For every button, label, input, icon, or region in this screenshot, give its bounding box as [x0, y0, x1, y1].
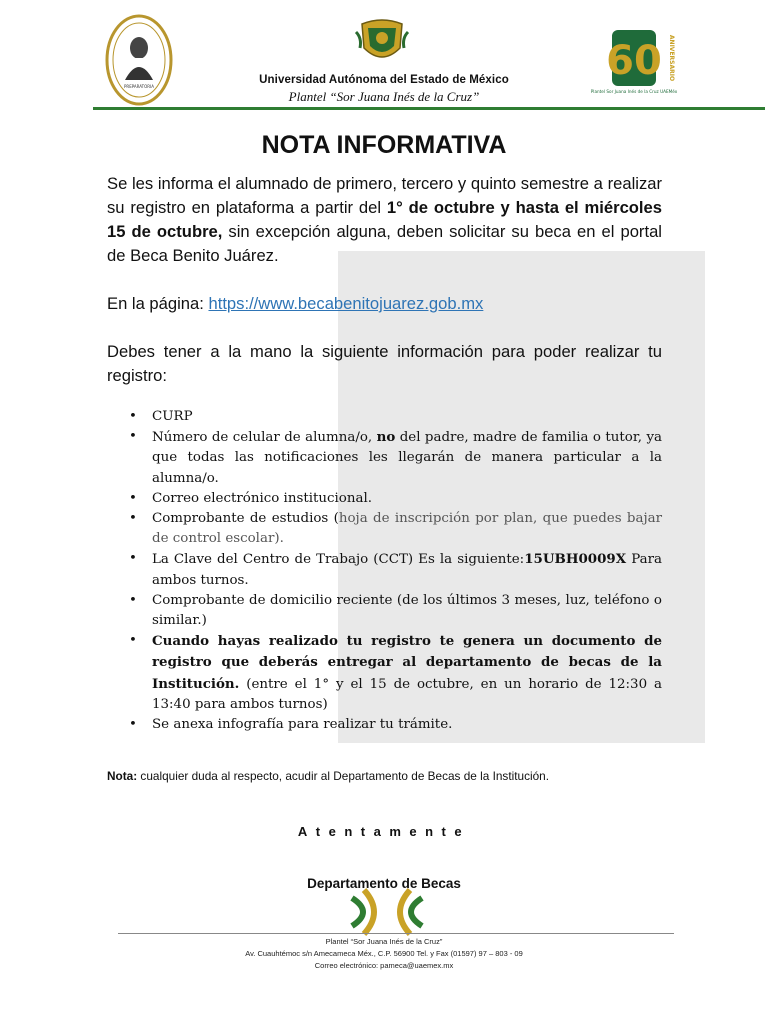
beca-portal-link[interactable]: https://www.becabenitojuarez.gob.mx	[208, 294, 484, 313]
note-line	[107, 769, 549, 783]
bullet: •	[129, 592, 137, 608]
svg-text:ANIVERSARIO: ANIVERSARIO	[668, 34, 675, 82]
header-divider	[93, 107, 765, 110]
note-label: Nota:	[107, 769, 138, 783]
footer-divider	[118, 933, 674, 934]
cct-code: 15UBH0009X	[524, 551, 627, 568]
svg-text:PREPARATORIA: PREPARATORIA	[124, 84, 154, 89]
page-label: En la página:	[107, 294, 209, 313]
item-text: Número de celular de alumna/o,	[152, 430, 377, 446]
bullet: •	[129, 511, 137, 527]
list-item-registro	[107, 631, 662, 715]
university-name: Universidad Autónoma del Estado de México	[259, 74, 509, 86]
intro-text-start: Se les informa el alumnado de primero, tercero y quinto semestre a realizar su registro en plataforma a partir del	[107, 174, 662, 217]
item-text: (entre el 1° y el 15 de octubre, en un horario de 12:30 a 13:40 para ambos turnos)	[152, 676, 662, 712]
footer-address	[0, 936, 768, 972]
closing-salutation: Atentamente	[297, 824, 471, 839]
plantel-name: Plantel “Sor Juana Inés de la Cruz”	[288, 89, 480, 104]
item-text: ).	[274, 531, 284, 547]
becas-ornament-logo	[344, 884, 430, 940]
bullet: •	[129, 429, 137, 445]
list-item-infografia	[107, 715, 662, 735]
svg-text:60: 60	[606, 38, 662, 84]
intro-paragraph	[107, 172, 662, 268]
footer-email: Correo electrónico: pameca@uaemex.mx	[314, 961, 454, 970]
bullet: •	[129, 717, 137, 733]
intro-text-end: sin excepción alguna, deben solicitar su beca en el portal de Beca Benito Juárez.	[107, 222, 662, 265]
item-text: Para ambos turnos.	[152, 552, 662, 588]
intro-dates: 1° de octubre y hasta el miércoles 15 de octubre,	[107, 198, 663, 241]
item-emphasis: Cuando hayas realizado tu registro te genera un documento de registro que deberás entregar al departamento de becas de la Institución.	[152, 633, 662, 692]
note-text: cualquier duda al respecto, acudir al Departamento de Becas de la Institución.	[137, 769, 549, 783]
svg-text:Plantel Sor Juana Inés de la C: Plantel Sor Juana Inés de la Cruz UAEMéx	[590, 89, 678, 94]
list-item-domicilio	[107, 591, 662, 631]
department-signature: Departamento de Becas	[307, 876, 461, 891]
item-text: Se anexa infografía para realizar tu trámite.	[152, 717, 453, 733]
item-text: Comprobante de estudios (	[152, 511, 339, 527]
item-emphasis: no	[376, 429, 396, 446]
uaemex-shield-logo	[354, 18, 410, 68]
document-title: NOTA INFORMATIVA	[261, 131, 507, 159]
list-item-correo	[107, 489, 662, 509]
list-item-comprobante-estudios	[107, 509, 662, 549]
item-text: La Clave del Centro de Trabajo (CCT) Es la siguiente:	[152, 552, 525, 568]
item-text: Comprobante de domicilio reciente (de los últimos 3 meses, luz, teléfono o similar.)	[152, 592, 662, 629]
footer-address-line: Av. Cuauhtémoc s/n Amecameca Méx., C.P. 56900 Tel. y Fax (01597) 97 – 803 - 09	[245, 949, 523, 958]
anniversary-60-logo	[590, 28, 684, 98]
list-item-cct	[107, 549, 662, 590]
bullet: •	[129, 490, 137, 506]
requirements-list	[107, 407, 662, 735]
item-text: CURP	[152, 409, 193, 424]
item-text: Correo electrónico institucional.	[152, 490, 372, 506]
requirements-intro: Debes tener a la mano la siguiente información para poder realizar tu registro:	[107, 342, 662, 385]
letterhead	[0, 0, 768, 112]
item-text: del padre, madre de familia o tutor, ya que todas las notificaciones les llegarán de manera particular a la alumna/o.	[152, 430, 663, 486]
item-note: hoja de inscripción por plan, que puedes bajar de control escolar	[152, 511, 662, 547]
list-item-curp	[107, 407, 662, 427]
page-line	[107, 292, 662, 316]
footer-plantel: Plantel “Sor Juana Inés de la Cruz”	[325, 937, 443, 946]
bullet: •	[129, 633, 137, 649]
list-item-celular	[107, 427, 662, 489]
bullet: •	[129, 551, 137, 567]
bullet: •	[129, 409, 137, 424]
